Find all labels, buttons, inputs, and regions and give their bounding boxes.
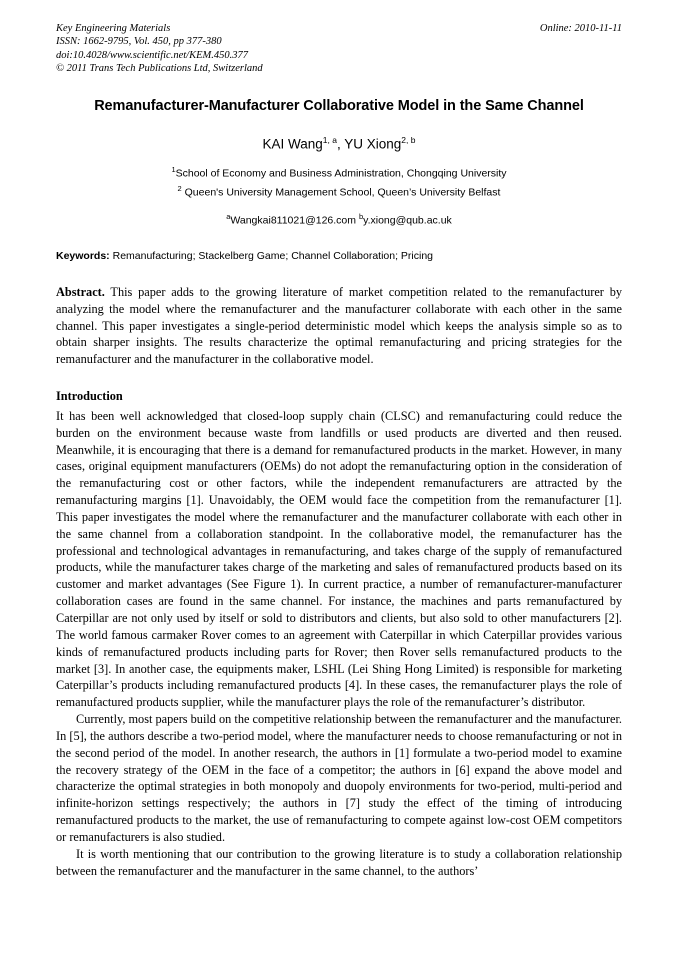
email-a-marker: a: [226, 211, 231, 221]
keywords-line: [56, 250, 622, 262]
keywords-label: Keywords:: [56, 250, 110, 263]
author-1-affil-marker: 1, a: [322, 134, 337, 145]
email-a: Wangkai811021@126.com: [230, 214, 359, 227]
author-1-name: KAI Wang: [262, 136, 323, 152]
journal-issn: ISSN: 1662-9795, Vol. 450, pp 377-380: [56, 36, 222, 48]
affiliations: [56, 164, 622, 201]
affiliation-1-text: School of Economy and Business Administration, Chongqing University: [175, 167, 507, 180]
author-emails: [56, 212, 622, 227]
header-journal-block: [56, 22, 263, 76]
affiliation-2: [56, 183, 622, 201]
author-list: [56, 135, 622, 152]
abstract-text: This paper adds to the growing literature of market competition related to the remanufacturer by analyzing the model where the remanufacturer and the manufacturer collaborate with each other in the same channel. This paper investigates a single-period deterministic model which keeps the analysis simple so as to obtain sharper insights. The results characterize the optimal remanufacturing and pricing strategies for the remanufacturer and the manufacturer in the collaborative model.: [56, 285, 622, 367]
abstract-label: Abstract.: [56, 285, 105, 300]
email-b-marker: b: [358, 211, 364, 221]
author-2-affil-marker: 2, b: [401, 134, 416, 145]
affiliation-1: [56, 164, 622, 182]
page-header: [56, 22, 622, 76]
intro-paragraph-1: It has been well acknowledged that closed-loop supply chain (CLSC) and remanufacturing could reduce the burden on the environment because waste from landfills or used products are diverted and then reused. Meanwhile, it is encouraging that there is a demand for remanufactured products in the market. However, in many cases, original equipment manufacturers (OEMs) do not adopt the remanufacturing option in the consideration of the remanufacturing cost or other factors, while the independent remanufacturers are attracted by the remanufacturing margins [1]. Unavoidably, the OEM would face the competition from the remanufacturer [1]. This paper investigates the model where the remanufacturer and the manufacturer collaborate with each other in the same channel from a collaboration standpoint. In the collaborative model, the remanufacturer has the professional and technological advantages in remanufacturing, and takes charge of the supply of remanufactured products, while the manufacturer takes charge of the marketing and sales of remanufactured products based on its customer and market advantages (See Figure 1). In current practice, a number of remanufacturer-manufacturer collaboration cases are found in the same channel. For instance, the machines and parts remanufactured by Caterpillar are not only used by itself or sold to distributors and clients, but also sold to other manufacturers [2]. The world famous carmaker Rover comes to an agreement with Caterpillar in which Caterpillar provides various kinds of remanufactured products including parts for Rover; then Rover sells remanufactured products to the market [3]. In another case, the equipments maker, LSHL (Lei Shing Hong Limited) is responsible for marketing Caterpillar’s products including remanufactured products [4]. In these cases, the remanufacturer plays the role of remanufactured products supplier, while the manufacturer plays the role of the remanufacturer’s distributor.: [56, 408, 622, 710]
author-2-name: YU Xiong: [344, 136, 402, 152]
affiliation-2-text: Queen's University Management School, Queen’s University Belfast: [181, 186, 501, 198]
author-separator: ,: [336, 136, 345, 152]
affiliation-1-marker: 1: [171, 165, 176, 175]
journal-doi: doi:10.4028/www.scientific.net/KEM.450.377: [56, 49, 248, 61]
section-heading-introduction: Introduction: [56, 388, 123, 403]
affiliation-2-marker: 2: [177, 183, 182, 193]
intro-paragraph-3: It is worth mentioning that our contribution to the growing literature is to study a collaboration relationship between the remanufacturer and the manufacturer in the same channel, to the authors’: [56, 846, 622, 878]
intro-paragraph-2: Currently, most papers build on the competitive relationship between the remanufacturer and the manufacturer. In [5], the authors describe a two-period model, where the manufacturer needs to choose remanufacturing or not in the second period of the model. In another research, the authors in [1] formulate a two-period model to examine the recovery strategy of the OEM in the face of a competitor; the authors in [6] expand the above model and characterize the optimal strategies in both monopoly and duopoly environments for two-period, multi-period and infinite-horizon settings respectively; the authors in [7] study the effect of the timing of introducing remanufactured products to the market, the use of remanufacturing to compete against low-cost OEM competitors or remanufacturers is also studied.: [56, 712, 622, 844]
journal-name: Key Engineering Materials: [56, 23, 171, 34]
abstract: [56, 284, 622, 368]
email-b: y.xiong@qub.ac.uk: [363, 214, 452, 227]
online-date: Online: 2010-11-11: [539, 23, 622, 34]
journal-copyright: © 2011 Trans Tech Publications Ltd, Switzerland: [56, 63, 263, 75]
keywords-value: Remanufacturing; Stackelberg Game; Channel Collaboration; Pricing: [109, 250, 434, 263]
page-title: Remanufacturer-Manufacturer Collaborative Model in the Same Channel: [94, 97, 584, 114]
